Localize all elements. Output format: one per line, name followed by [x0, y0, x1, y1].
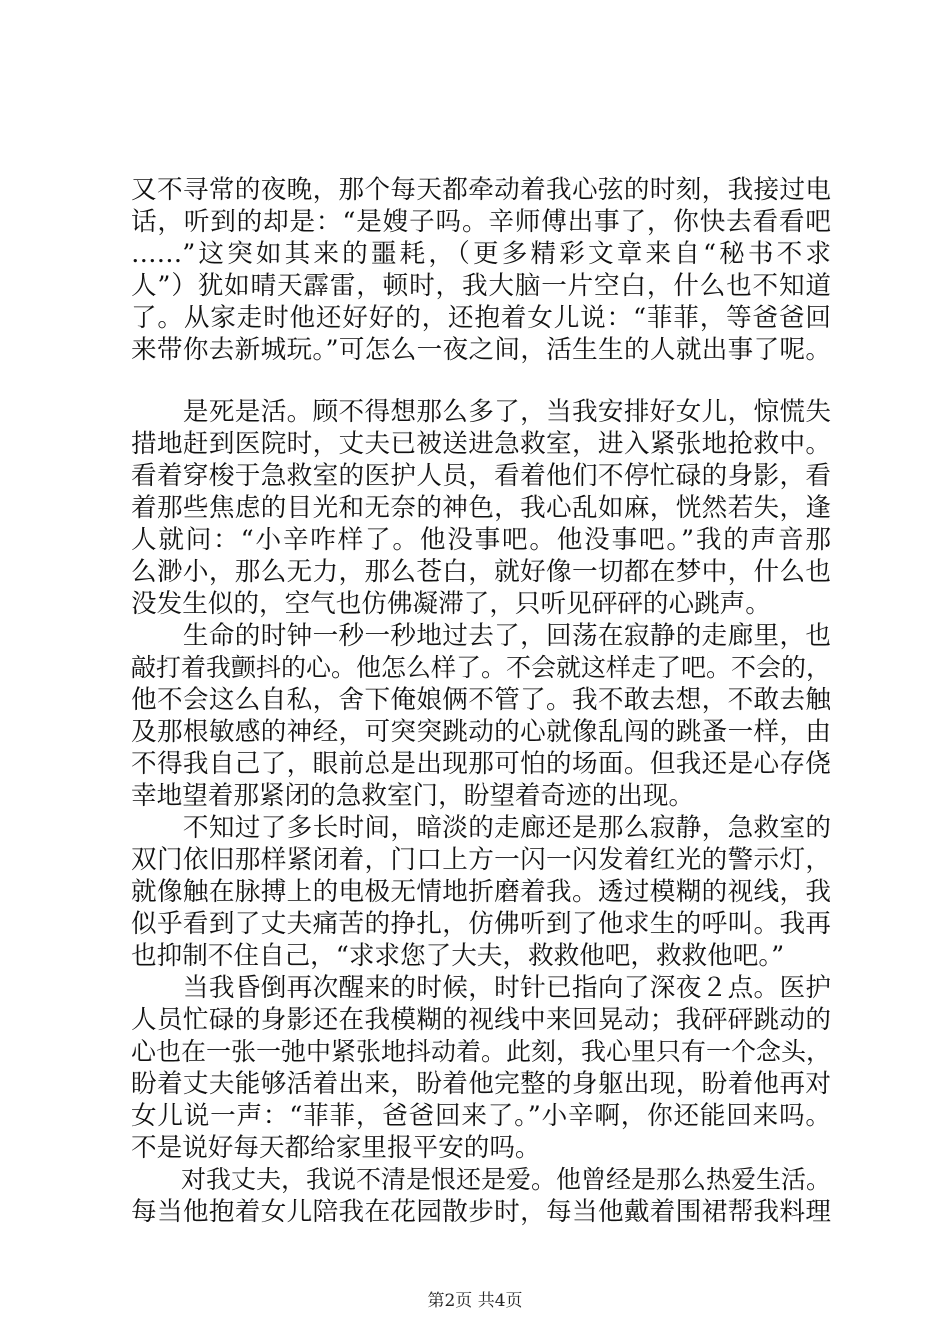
text-line: 不是说好每天都给家里报平安的吗。 [131, 1133, 541, 1163]
text-line: 似乎看到了丈夫痛苦的挣扎，仿佛听到了他求生的呼叫。我再 [131, 909, 831, 939]
text-line: 来带你去新城玩。”可怎么一夜之间，活生生的人就出事了呢。 [131, 335, 831, 365]
paragraph-spacer [131, 366, 831, 396]
text-line: 不得我自己了，眼前总是出现那可怕的场面。但我还是心存侥 [131, 749, 831, 779]
paragraph-1 [131, 174, 831, 366]
text-line: 话，听到的却是：“是嫂子吗。辛师傅出事了，你快去看看吧 [131, 207, 831, 237]
text-line: 就像触在脉搏上的电极无情地折磨着我。透过模糊的视线，我 [131, 877, 831, 907]
text-line: 是死是活。顾不得想那么多了，当我安排好女儿，惊慌失 [131, 397, 831, 427]
text-line: 幸地望着那紧闭的急救室门，盼望着奇迹的出现。 [131, 781, 695, 811]
text-line: 么渺小，那么无力，那么苍白，就好像一切都在梦中，什么也 [131, 557, 831, 587]
page-footer: 第2页 共4页 [427, 1291, 523, 1311]
text-line: 看着穿梭于急救室的医护人员，看着他们不停忙碌的身影，看 [131, 461, 831, 491]
text-line: 女儿说一声：“菲菲，爸爸回来了。”小辛啊，你还能回来吗。 [131, 1101, 831, 1131]
text-line: 盼着丈夫能够活着出来，盼着他完整的身躯出现，盼着他再对 [131, 1069, 831, 1099]
paragraph-2 [131, 396, 831, 620]
text-line: 双门依旧那样紧闭着，门口上方一闪一闪发着红光的警示灯， [131, 845, 831, 875]
text-line: 人就问：“小辛咋样了。他没事吧。他没事吧。”我的声音那 [131, 525, 831, 555]
text-line: ……”这突如其来的噩耗，（更多精彩文章来自“秘书不求 [131, 239, 831, 269]
text-line: 人”）犹如晴天霹雷，顿时，我大脑一片空白，什么也不知道 [131, 271, 831, 301]
paragraph-3 [131, 620, 831, 812]
paragraph-6 [131, 1164, 831, 1228]
text-line: 没发生似的，空气也仿佛凝滞了，只听见砰砰的心跳声。 [131, 589, 771, 619]
text-line: 及那根敏感的神经，可突突跳动的心就像乱闯的跳蚤一样，由 [131, 717, 831, 747]
paragraph-5 [131, 972, 831, 1164]
text-line: 又不寻常的夜晚，那个每天都牵动着我心弦的时刻，我接过电 [131, 175, 831, 205]
text-line: 也抑制不住自己，“求求您了大夫，救救他吧，救救他吧。” [131, 941, 785, 971]
text-line: 措地赶到医院时，丈夫已被送进急救室，进入紧张地抢救中。 [131, 429, 831, 459]
text-line: 心也在一张一弛中紧张地抖动着。此刻，我心里只有一个念头， [131, 1037, 832, 1066]
document-body [131, 174, 831, 1228]
text-line: 人员忙碌的身影还在我模糊的视线中来回晃动；我砰砰跳动的 [131, 1005, 831, 1035]
text-line: 当我昏倒再次醒来的时候，时针已指向了深夜２点。医护 [131, 973, 831, 1003]
paragraph-4 [131, 812, 831, 972]
text-line: 对我丈夫，我说不清是恨还是爱。他曾经是那么热爱生活。 [131, 1165, 832, 1194]
text-line: 生命的时钟一秒一秒地过去了，回荡在寂静的走廊里，也 [131, 621, 831, 651]
text-line: 不知过了多长时间，暗淡的走廊还是那么寂静，急救室的 [131, 813, 831, 843]
text-line: 每当他抱着女儿陪我在花园散步时，每当他戴着围裙帮我料理 [131, 1197, 831, 1227]
text-line: 了。从家走时他还好好的，还抱着女儿说：“菲菲，等爸爸回 [131, 303, 831, 333]
text-line: 着那些焦虑的目光和无奈的神色，我心乱如麻，恍然若失，逢 [131, 493, 831, 523]
text-line: 他不会这么自私，舍下俺娘俩不管了。我不敢去想，不敢去触 [131, 685, 831, 715]
text-line: 敲打着我颤抖的心。他怎么样了。不会就这样走了吧。不会的， [131, 653, 832, 682]
